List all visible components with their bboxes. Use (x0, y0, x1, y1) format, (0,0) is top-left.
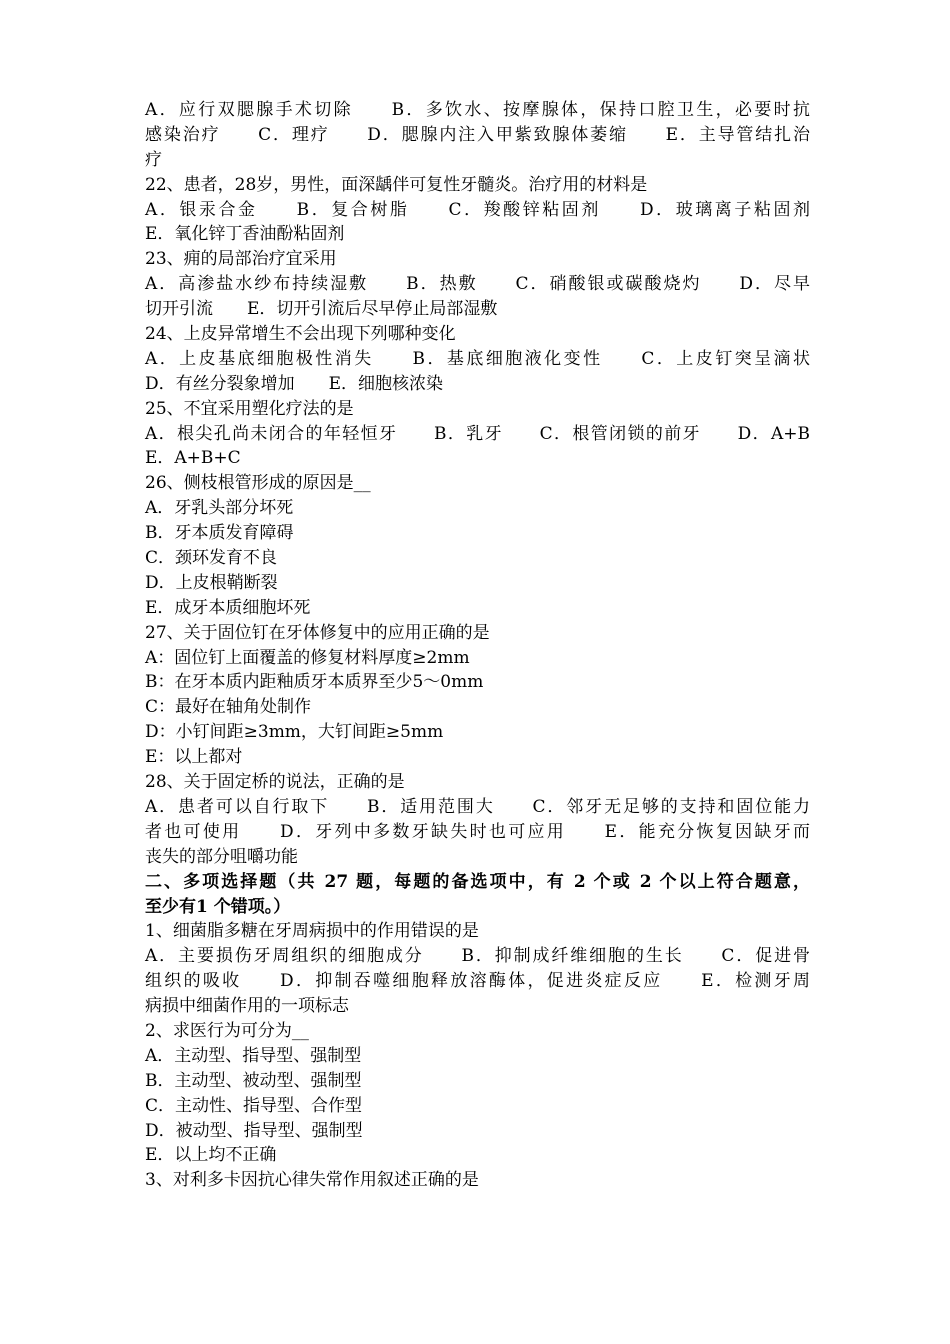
text-line: 25、不宜采用塑化疗法的是 (145, 398, 354, 419)
text-line: C：最好在轴角处制作 (145, 697, 312, 718)
text-line: B．主动型、被动型、强制型 (145, 1070, 362, 1091)
text-line: E：以上都对 (145, 747, 243, 768)
text-line: 28、关于固定桥的说法，正确的是 (145, 772, 405, 793)
text-line: 22、患者，28岁，男性，面深龋伴可复性牙髓炎。治疗用的材料是 (145, 174, 648, 195)
text-line: D．上皮根鞘断裂 (145, 572, 278, 593)
text-line: E．以上均不正确 (145, 1145, 277, 1166)
text-line: 2、求医行为可分为__ (145, 1020, 309, 1041)
document-body (145, 98, 810, 1193)
text-line: 病损中细菌作用的一项标志 (145, 996, 349, 1017)
text-line: C．主动性、指导型、合作型 (145, 1095, 363, 1116)
text-line: 疗 (145, 149, 162, 170)
text-line: A：固位钉上面覆盖的修复材料厚度≥2mm (145, 647, 470, 668)
text-line: A．银汞合金 B．复合树脂 C．羧酸锌粘固剂 D．玻璃离子粘固剂 (145, 199, 810, 220)
text-line: 26、侧枝根管形成的原因是__ (145, 473, 371, 494)
text-line: A．主要损伤牙周组织的细胞成分 B．抑制成纤维细胞的生长 C．促进骨 (145, 946, 810, 967)
text-line: 丧失的部分咀嚼功能 (145, 846, 298, 867)
text-line: 组织的吸收 D．抑制吞噬细胞释放溶酶体，促进炎症反应 E．检测牙周 (145, 971, 810, 992)
text-line: B：在牙本质内距釉质牙本质界至少5～0mm (145, 672, 484, 693)
text-line: E．氧化锌丁香油酚粘固剂 (145, 224, 345, 245)
text-line: 感染治疗 C．理疗 D．腮腺内注入甲紫致腺体萎缩 E．主导管结扎治 (145, 124, 810, 145)
text-line: A．患者可以自行取下 B．适用范围大 C．邻牙无足够的支持和固位能力 (145, 796, 810, 817)
text-line: 27、关于固位钉在牙体修复中的应用正确的是 (145, 622, 490, 643)
text-line: A．应行双腮腺手术切除 B．多饮水、按摩腺体，保持口腔卫生，必要时抗 (145, 100, 810, 120)
text-line: D．有丝分裂象增加 E．细胞核浓染 (145, 373, 444, 394)
text-line: E．成牙本质细胞坏死 (145, 597, 311, 618)
text-line: A．上皮基底细胞极性消失 B．基底细胞液化变性 C．上皮钉突呈滴状 (145, 348, 810, 369)
text-line: A．高渗盐水纱布持续湿敷 B．热敷 C．硝酸银或碳酸烧灼 D．尽早 (145, 274, 810, 295)
text-line: 24、上皮异常增生不会出现下列哪种变化 (145, 324, 456, 345)
text-line: A．根尖孔尚未闭合的年轻恒牙 B．乳牙 C．根管闭锁的前牙 D．A+B (145, 423, 810, 444)
section-heading-line: 二、多项选择题（共 27 题，每题的备选项中，有 2 个或 2 个以上符合题意， (145, 871, 810, 892)
text-line: 者也可使用 D．牙列中多数牙缺失时也可应用 E．能充分恢复因缺牙而 (145, 821, 810, 842)
text-line: A．主动型、指导型、强制型 (145, 1045, 362, 1066)
text-line: 23、痈的局部治疗宜采用 (145, 249, 337, 270)
section-heading-line: 至少有1 个错项。） (145, 896, 291, 917)
text-line: 切开引流 E．切开引流后尽早停止局部湿敷 (145, 299, 498, 320)
text-line: B．牙本质发育障碍 (145, 523, 294, 544)
text-line: A．牙乳头部分坏死 (145, 498, 294, 519)
text-line: 3、对利多卡因抗心律失常作用叙述正确的是 (145, 1170, 479, 1191)
text-line: C．颈环发育不良 (145, 548, 278, 569)
text-line: D：小钉间距≥3mm，大钉间距≥5mm (145, 722, 444, 743)
text-line: E．A+B+C (145, 448, 241, 469)
text-line: D．被动型、指导型、强制型 (145, 1120, 363, 1141)
text-line: 1、细菌脂多糖在牙周病损中的作用错误的是 (145, 921, 479, 942)
